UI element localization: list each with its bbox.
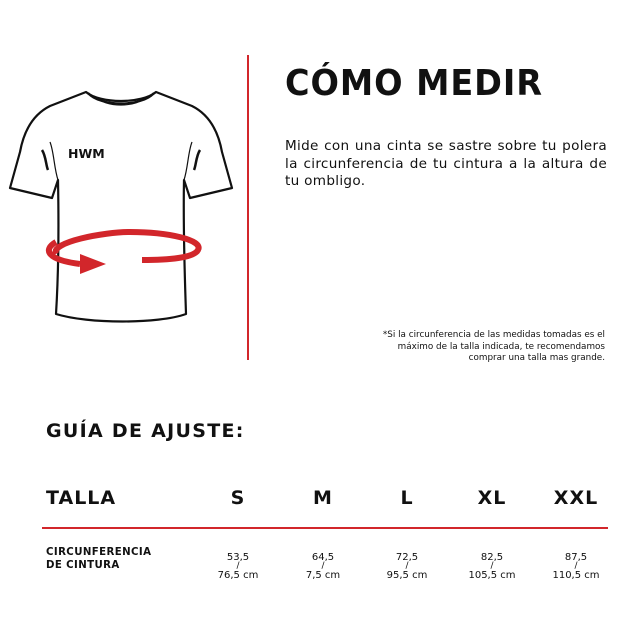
range-cell-m — [283, 552, 363, 581]
range-max: 76,5 cm — [217, 570, 259, 581]
range-cell-xxl — [536, 552, 616, 581]
size-m: M — [313, 487, 333, 509]
shirt-logo: HWM — [68, 146, 105, 161]
range-max: 105,5 cm — [468, 570, 516, 581]
range-separator: / — [490, 561, 494, 571]
range-max: 110,5 cm — [552, 570, 600, 581]
size-xxl: XXL — [553, 487, 599, 509]
range-min: 87,5 — [564, 552, 588, 563]
vertical-divider — [247, 55, 249, 360]
size-xl: XL — [477, 487, 507, 509]
size-s: S — [230, 487, 246, 509]
range-max: 7,5 cm — [305, 570, 341, 581]
range-min: 53,5 — [226, 552, 250, 563]
footnote — [290, 330, 605, 365]
page-title: CÓMO MEDIR — [285, 63, 543, 104]
range-separator: / — [236, 561, 240, 571]
range-min: 72,5 — [395, 552, 419, 563]
footnote-line: *Si la circunferencia de las medidas tomadas es el — [382, 330, 605, 340]
row-label-line: DE CINTURA — [46, 560, 120, 571]
table-divider — [42, 527, 608, 529]
guide-title: GUÍA DE AJUSTE: — [46, 420, 245, 442]
row-label-line: CIRCUNFERENCIA — [46, 547, 152, 558]
range-separator: / — [574, 561, 578, 571]
range-cell-s — [198, 552, 278, 581]
footnote-line: máximo de la talla indicada, te recomendamos — [397, 341, 605, 352]
table-header-label: TALLA — [46, 487, 117, 509]
footnote-line: comprar una talla mas grande. — [468, 353, 605, 363]
range-min: 82,5 — [480, 552, 504, 563]
tshirt-illustration — [8, 82, 234, 332]
size-l: L — [400, 487, 414, 509]
row-label — [46, 546, 151, 572]
range-separator: / — [405, 561, 409, 571]
range-max: 95,5 cm — [386, 570, 428, 581]
range-cell-xl — [452, 552, 532, 581]
instructions-text: Mide con una cinta se sastre sobre tu polera la circunferencia de tu cintura a la altura de tu ombligo. — [285, 138, 607, 189]
range-separator: / — [321, 561, 325, 571]
range-cell-l — [367, 552, 447, 581]
range-min: 64,5 — [311, 552, 335, 563]
